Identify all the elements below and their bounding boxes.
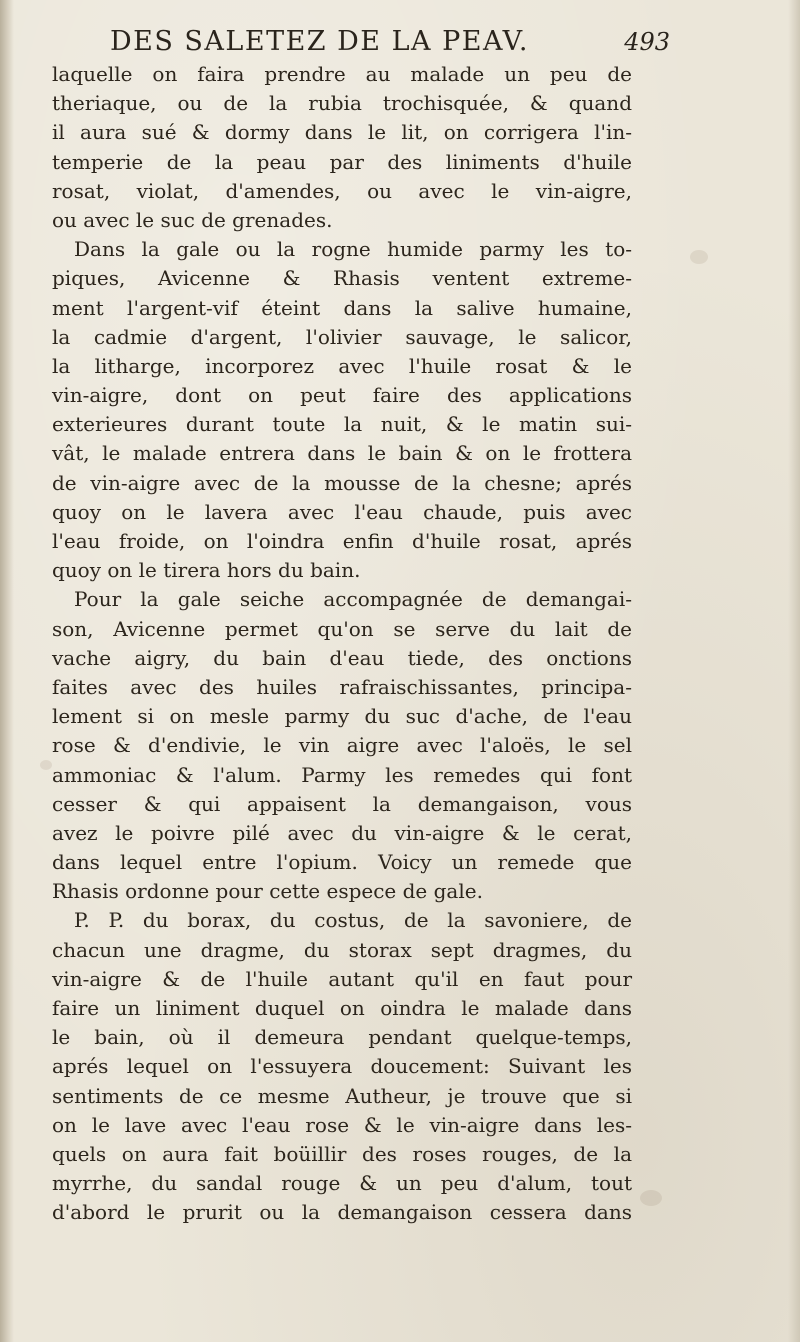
- text-line: temperie de la peau par des liniments d'huile: [52, 149, 632, 174]
- page-gutter-shadow: [0, 0, 14, 1342]
- text-line: il aura sué & dormy dans le lit, on corrigera l'in-: [52, 120, 632, 145]
- paper-stain: [640, 1190, 662, 1206]
- paper-stain: [690, 250, 708, 264]
- text-line: aprés lequel on l'essuyera doucement: Suivant les: [52, 1054, 632, 1079]
- page-edge: [788, 0, 800, 1342]
- text-line: ment l'argent-vif éteint dans la salive humaine,: [52, 295, 632, 320]
- body-text: [52, 60, 632, 1228]
- text-line: le bain, où il demeura pendant quelque-temps,: [52, 1025, 632, 1050]
- text-line: cesser & qui appaisent la demangaison, vous: [52, 791, 632, 816]
- text-line: faites avec des huiles rafraischissantes, principa-: [52, 674, 632, 699]
- text-line: theriaque, ou de la rubia trochisquée, & quand: [52, 91, 632, 116]
- text-line: ammoniac & l'alum. Parmy les remedes qui font: [52, 762, 632, 787]
- text-line: d'abord le prurit ou la demangaison cessera dans: [52, 1200, 632, 1225]
- text-line: lement si on mesle parmy du suc d'ache, de l'eau: [52, 704, 632, 729]
- text-line: la cadmie d'argent, l'olivier sauvage, le salicor,: [52, 324, 632, 349]
- text-line: Dans la gale ou la rogne humide parmy les to-: [74, 237, 632, 262]
- text-line: exterieures durant toute la nuit, & le matin sui-: [52, 412, 632, 437]
- text-line: vin-aigre, dont on peut faire des applications: [52, 383, 632, 408]
- text-line: quels on aura fait boüillir des roses rouges, de la: [52, 1141, 632, 1166]
- text-line: myrrhe, du sandal rouge & un peu d'alum, tout: [52, 1171, 632, 1196]
- text-line: rose & d'endivie, le vin aigre avec l'aloës, le sel: [52, 733, 632, 758]
- text-line: laquelle on faira prendre au malade un peu de: [52, 62, 632, 86]
- text-line: vât, le malade entrera dans le bain & on le frottera: [52, 441, 632, 466]
- text-line: P. P. du borax, du costus, de la savoniere, de: [74, 908, 632, 933]
- text-line: faire un liniment duquel on oindra le malade dans: [52, 996, 632, 1020]
- text-line: de vin-aigre avec de la mousse de la chesne; aprés: [52, 470, 632, 495]
- text-line: vin-aigre & de l'huile autant qu'il en faut pour: [52, 966, 632, 991]
- text-line: l'eau froide, on l'oindra enfin d'huile rosat, aprés: [52, 529, 632, 553]
- text-line: la litharge, incorporez avec l'huile rosat & le: [52, 353, 632, 378]
- text-line: Rhasis ordonne pour cette espece de gale.: [52, 879, 483, 904]
- text-line: rosat, violat, d'amendes, ou avec le vin-aigre,: [52, 178, 632, 203]
- text-line: Pour la gale seiche accompagnée de demangai-: [74, 587, 632, 612]
- text-line: vache aigry, du bain d'eau tiede, des onctions: [52, 645, 632, 670]
- running-title: DES SALETEZ DE LA PEAV.: [110, 26, 529, 57]
- text-line: avez le poivre pilé avec du vin-aigre & le cerat,: [52, 820, 632, 845]
- text-line: sentiments de ce mesme Autheur, je trouve que si: [52, 1083, 632, 1108]
- text-line: on le lave avec l'eau rose & le vin-aigre dans les-: [52, 1112, 632, 1137]
- text-line: dans lequel entre l'opium. Voicy un remede que: [52, 850, 632, 875]
- text-line: piques, Avicenne & Rhasis ventent extreme-: [52, 266, 632, 291]
- text-line: chacun une dragme, du storax sept dragmes, du: [52, 937, 632, 962]
- text-line: son, Avicenne permet qu'on se serve du lait de: [52, 616, 632, 641]
- text-line: ou avec le suc de grenades.: [52, 207, 333, 232]
- page-number: 493: [624, 28, 670, 56]
- text-line: quoy on le lavera avec l'eau chaude, puis avec: [52, 499, 632, 524]
- paper-stain: [40, 760, 52, 770]
- text-line: quoy on le tirera hors du bain.: [52, 558, 361, 583]
